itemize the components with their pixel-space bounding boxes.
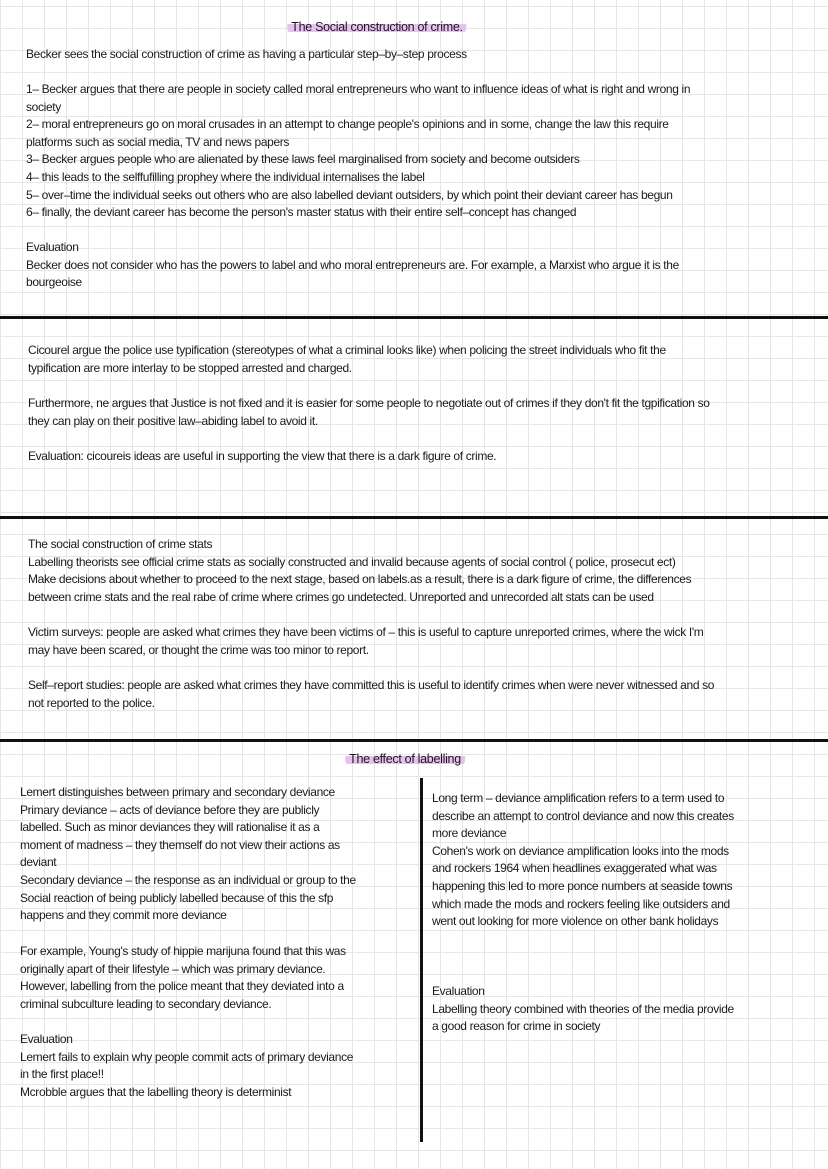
text-line: 1– Becker argues that there are people in society called moral entrepreneurs who want to influence ideas of what is right and wrong in: [26, 82, 691, 96]
text-line: platforms such as social media, TV and news papers: [26, 134, 290, 149]
text-line: describe an attempt to control deviance and now this creates: [432, 808, 734, 823]
text-line: Cicourel argue the police use typification (stereotypes of what a criminal looks like) when policing the street individuals who fit the: [28, 343, 666, 357]
text-line: 4– this leads to the selffufilling prophey where the individual internalises the label: [26, 170, 425, 184]
text-line: Lemert distinguishes between primary and secondary deviance: [20, 785, 335, 799]
text-line: between crime stats and the real rabe of crime where crimes go undetected. Unreported and unrecorded alt stats can be used: [28, 589, 654, 604]
text-line: went out looking for more violence on other bank holidays: [432, 914, 719, 929]
text-line: more deviance: [432, 826, 507, 841]
text-line: they can play on their positive law–abiding label to avoid it.: [28, 413, 318, 428]
column-divider: [420, 778, 423, 1142]
section-divider: [0, 516, 828, 519]
text-line: 2– moral entrepreneurs go on moral crusades in an attempt to change people's opinions and in some, change the law this require: [26, 117, 669, 132]
text-line: Social reaction of being publicly labelled because of this the sfp: [20, 890, 334, 905]
text-line: Labelling theorists see official crime stats as socially constructed and invalid because agents of social control ( police, prosecut ect): [28, 554, 676, 569]
text-line: a good reason for crime in society: [432, 1019, 601, 1034]
text-line: society: [26, 99, 61, 114]
text-line: Victim surveys: people are asked what crimes they have been victims of – this is useful to capture unreported crimes, where the wick I'm: [28, 625, 704, 639]
text-line: Evaluation: cicoureis ideas are useful in supporting the view that there is a dark figure of crime.: [28, 449, 497, 463]
text-line: Mcrobble argues that the labelling theory is determinist: [20, 1084, 292, 1099]
text-line: 5– over–time the individual seeks out others who are also labelled deviant outsiders, by which point their deviant career has begun: [26, 187, 673, 202]
text-line: 3– Becker argues people who are alienated by these laws feel marginalised from society and become outsiders: [26, 152, 580, 167]
text-line: bourgeoise: [26, 275, 82, 290]
text-line: Furthermore, ne argues that Justice is not fixed and it is easier for some people to negotiate out of crimes if they don't fit the tgpification so: [28, 396, 710, 410]
text-line: Primary deviance – acts of deviance before they are publicly: [20, 802, 320, 817]
page-title: The Social construction of crime.: [287, 20, 466, 34]
text-line: Cohen's work on deviance amplification looks into the mods: [432, 843, 729, 858]
text-line: Lemert fails to explain why people commit acts of primary deviance: [20, 1049, 354, 1064]
text-line: Self–report studies: people are asked what crimes they have committed this is useful to identify crimes when were never witnessed and so: [28, 678, 715, 692]
text-line: Labelling theory combined with theories of the media provide: [432, 1001, 734, 1016]
text-line: The social construction of crime stats: [28, 537, 213, 551]
text-line: originally apart of their lifestyle – which was primary deviance.: [20, 961, 326, 976]
text-line: Make decisions about whether to proceed to the next stage, based on labels.as a result, there is a dark figure of crime, the differences: [28, 572, 692, 587]
text-line: deviant: [20, 855, 57, 870]
text-line: in the first place!!: [20, 1067, 104, 1082]
text-line: criminal subculture leading to secondary deviance.: [20, 996, 272, 1011]
text-line: Evaluation: [26, 240, 79, 254]
text-line: Becker sees the social construction of crime as having a particular step–by–step process: [26, 47, 467, 61]
text-line: happens and they commit more deviance: [20, 908, 227, 923]
text-line: and rockers 1964 when headlines exaggerated what was: [432, 861, 717, 876]
section-title-effect-of-labelling: The effect of labelling: [345, 752, 465, 766]
text-line: which made the mods and rockers feeling like outsiders and: [432, 896, 730, 911]
text-line: Long term – deviance amplification refers to a term used to: [432, 791, 725, 805]
text-line: Evaluation: [20, 1032, 73, 1046]
text-line: However, labelling from the police meant that they deviated into a: [20, 979, 344, 994]
text-line: Becker does not consider who has the powers to label and who moral entrepreneurs are. For example, a Marxist who argue it is the: [26, 257, 679, 272]
text-line: For example, Young's study of hippie marijuna found that this was: [20, 944, 346, 958]
text-line: Secondary deviance – the response as an individual or group to the: [20, 873, 356, 887]
text-line: 6– finally, the deviant career has become the person's master status with their entire self–concept has changed: [26, 205, 577, 220]
text-line: Evaluation: [432, 984, 485, 998]
text-line: not reported to the police.: [28, 695, 155, 710]
section-divider: [0, 739, 828, 742]
text-line: may have been scared, or thought the crime was too minor to report.: [28, 642, 369, 657]
text-line: happening this led to more ponce numbers at seaside towns: [432, 879, 733, 893]
text-line: typification are more interlay to be stopped arrested and charged.: [28, 360, 352, 375]
text-line: moment of madness – they themself do not view their actions as: [20, 837, 340, 852]
text-line: labelled. Such as minor deviances they will rationalise it as a: [20, 820, 320, 835]
section-divider: [0, 316, 828, 319]
